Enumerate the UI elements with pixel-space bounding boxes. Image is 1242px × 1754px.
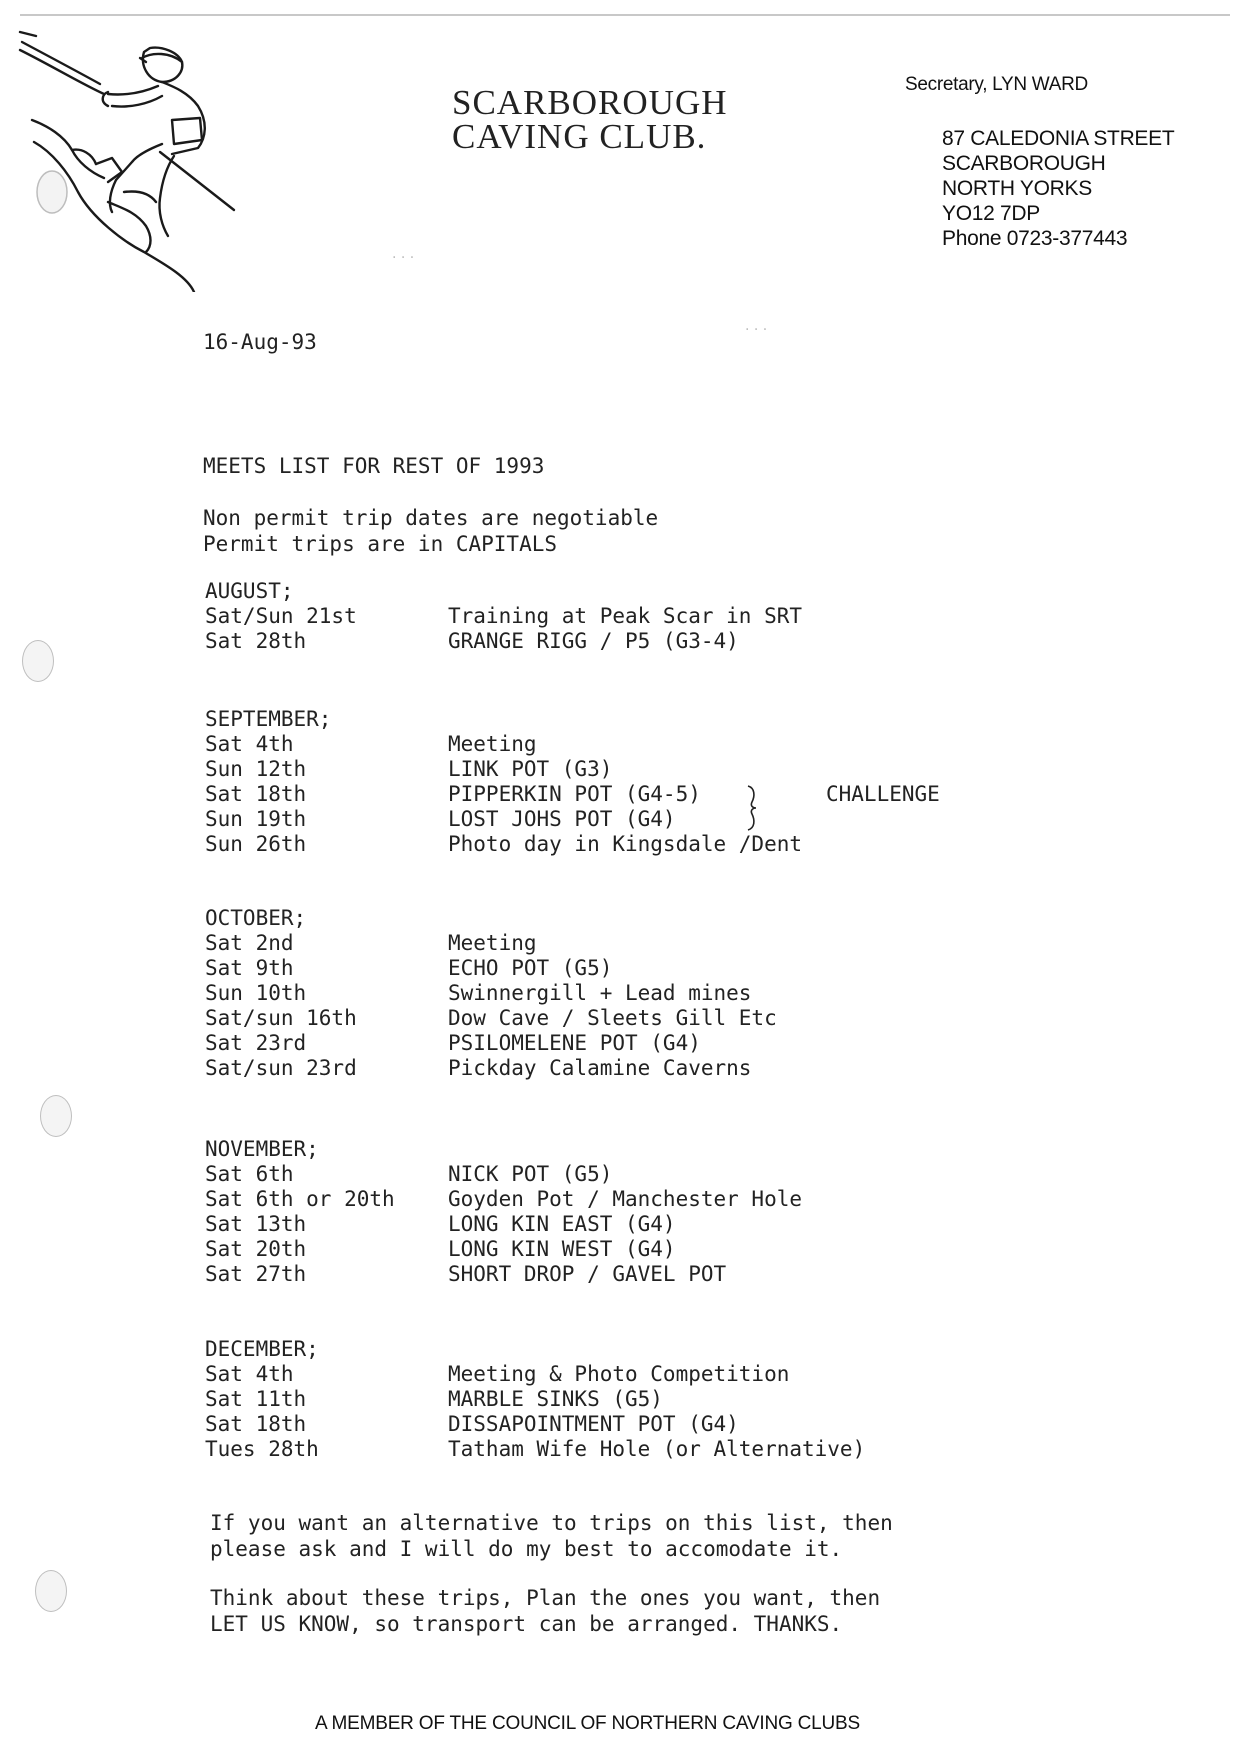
meet-row bbox=[205, 956, 777, 981]
meet-row bbox=[205, 1262, 802, 1287]
meet-row bbox=[205, 1162, 802, 1187]
meet-date: Sat/sun 23rd bbox=[205, 1056, 357, 1080]
meet-date: Sun 12th bbox=[205, 757, 307, 781]
meet-date: Sat 11th bbox=[205, 1387, 307, 1411]
meet-date: Sat/sun 16th bbox=[205, 1006, 357, 1030]
meet-trip: LONG KIN EAST (G4) bbox=[448, 1212, 676, 1236]
meet-trip: PSILOMELENE POT (G4) bbox=[448, 1031, 701, 1055]
meet-row bbox=[205, 807, 802, 832]
punch-hole bbox=[40, 1095, 72, 1137]
month-heading: NOVEMBER; bbox=[205, 1137, 319, 1161]
month-section-september bbox=[205, 707, 802, 857]
punch-hole bbox=[22, 640, 54, 682]
club-name-line2: CAVING CLUB. bbox=[452, 117, 707, 156]
meet-trip: DISSAPOINTMENT POT (G4) bbox=[448, 1412, 739, 1436]
month-section-november bbox=[205, 1137, 802, 1287]
phone-line: Phone 0723-377443 bbox=[942, 227, 1128, 250]
meet-trip: Swinnergill + Lead mines bbox=[448, 981, 752, 1005]
club-name bbox=[452, 83, 728, 156]
meets-title: MEETS LIST FOR REST OF 1993 bbox=[203, 454, 545, 478]
meet-trip: Goyden Pot / Manchester Hole bbox=[448, 1187, 803, 1211]
meet-row bbox=[205, 1187, 802, 1212]
meet-trip: MARBLE SINKS (G5) bbox=[448, 1387, 663, 1411]
meet-trip: Meeting & Photo Competition bbox=[448, 1362, 790, 1386]
meet-trip: SHORT DROP / GAVEL POT bbox=[448, 1262, 727, 1286]
top-edge-line bbox=[20, 14, 1230, 16]
meet-row bbox=[205, 832, 802, 857]
meet-date: Sat 6th or 20th bbox=[205, 1187, 395, 1211]
meet-date: Sat 4th bbox=[205, 732, 294, 756]
meet-trip: NICK POT (G5) bbox=[448, 1162, 613, 1186]
address-line: YO12 7DP bbox=[942, 202, 1040, 225]
meet-row bbox=[205, 757, 802, 782]
meet-trip: LOST JOHS POT (G4) bbox=[448, 807, 676, 831]
meet-trip: PIPPERKIN POT (G4-5) bbox=[448, 782, 701, 806]
meet-row bbox=[205, 1006, 777, 1031]
meet-row bbox=[205, 1412, 865, 1437]
note-line: Non permit trip dates are negotiable bbox=[203, 506, 659, 530]
abseiling-caver-icon bbox=[12, 22, 242, 292]
meet-row bbox=[205, 629, 802, 654]
meet-row bbox=[205, 931, 777, 956]
meet-row bbox=[205, 782, 802, 807]
meet-date: Sat 6th bbox=[205, 1162, 294, 1186]
closing-line: Think about these trips, Plan the ones you want, then bbox=[210, 1586, 881, 1610]
meet-row bbox=[205, 732, 802, 757]
month-section-october bbox=[205, 906, 777, 1081]
meet-row bbox=[205, 1437, 865, 1462]
month-heading: SEPTEMBER; bbox=[205, 707, 332, 731]
meet-row bbox=[205, 1362, 865, 1387]
meet-trip: Pickday Calamine Caverns bbox=[448, 1056, 752, 1080]
meet-row bbox=[205, 1056, 777, 1081]
meet-date: Sun 19th bbox=[205, 807, 307, 831]
meet-trip: Meeting bbox=[448, 931, 537, 955]
challenge-label: CHALLENGE bbox=[826, 782, 940, 806]
challenge-brace-icon bbox=[745, 782, 759, 834]
meet-trip: LINK POT (G3) bbox=[448, 757, 613, 781]
meet-row bbox=[205, 1237, 802, 1262]
meet-date: Sat 20th bbox=[205, 1237, 307, 1261]
meet-date: Sat 27th bbox=[205, 1262, 307, 1286]
meet-date: Sat/Sun 21st bbox=[205, 604, 357, 628]
address-line: 87 CALEDONIA STREET bbox=[942, 127, 1175, 150]
month-section-december bbox=[205, 1337, 865, 1462]
paper-speck: · · · bbox=[392, 250, 415, 266]
month-heading: OCTOBER; bbox=[205, 906, 307, 930]
address-line: NORTH YORKS bbox=[942, 177, 1092, 200]
meet-date: Sat 2nd bbox=[205, 931, 294, 955]
meet-date: Sat 18th bbox=[205, 782, 307, 806]
month-heading: DECEMBER; bbox=[205, 1337, 319, 1361]
meet-date: Sun 26th bbox=[205, 832, 307, 856]
meet-date: Sat 4th bbox=[205, 1362, 294, 1386]
meet-date: Tues 28th bbox=[205, 1437, 319, 1461]
note-line: Permit trips are in CAPITALS bbox=[203, 532, 558, 556]
closing-paragraph bbox=[210, 1510, 893, 1562]
meet-trip: LONG KIN WEST (G4) bbox=[448, 1237, 676, 1261]
address-line: SCARBOROUGH bbox=[942, 152, 1106, 175]
meet-date: Sat 18th bbox=[205, 1412, 307, 1436]
closing-line: LET US KNOW, so transport can be arranged. THANKS. bbox=[210, 1612, 843, 1636]
meet-trip: Dow Cave / Sleets Gill Etc bbox=[448, 1006, 777, 1030]
footer-membership: A MEMBER OF THE COUNCIL OF NORTHERN CAVING CLUBS bbox=[315, 1713, 860, 1734]
meet-row bbox=[205, 981, 777, 1006]
meet-date: Sat 9th bbox=[205, 956, 294, 980]
meet-trip: Meeting bbox=[448, 732, 537, 756]
closing-line: please ask and I will do my best to accomodate it. bbox=[210, 1537, 843, 1561]
meet-row bbox=[205, 1387, 865, 1412]
secretary-line: Secretary, LYN WARD bbox=[905, 74, 1088, 95]
meet-row bbox=[205, 1031, 777, 1056]
paper-speck: · · · bbox=[745, 322, 768, 338]
meet-trip: GRANGE RIGG / P5 (G3-4) bbox=[448, 629, 739, 653]
meet-date: Sat 28th bbox=[205, 629, 307, 653]
meet-trip: Training at Peak Scar in SRT bbox=[448, 604, 803, 628]
club-name-line1: SCARBOROUGH bbox=[452, 83, 728, 122]
meet-row bbox=[205, 1212, 802, 1237]
punch-hole bbox=[35, 1570, 67, 1612]
closing-paragraph bbox=[210, 1585, 880, 1637]
meet-trip: Tatham Wife Hole (or Alternative) bbox=[448, 1437, 866, 1461]
letter-date: 16-Aug-93 bbox=[203, 330, 317, 354]
closing-line: If you want an alternative to trips on this list, then bbox=[210, 1511, 893, 1535]
meet-row bbox=[205, 604, 802, 629]
meet-date: Sat 23rd bbox=[205, 1031, 307, 1055]
month-heading: AUGUST; bbox=[205, 579, 294, 603]
meet-trip: Photo day in Kingsdale /Dent bbox=[448, 832, 803, 856]
month-section-august bbox=[205, 579, 802, 654]
meets-notes bbox=[203, 505, 658, 557]
club-address bbox=[942, 126, 1174, 251]
meet-date: Sat 13th bbox=[205, 1212, 307, 1236]
meet-date: Sun 10th bbox=[205, 981, 307, 1005]
meet-trip: ECHO POT (G5) bbox=[448, 956, 613, 980]
